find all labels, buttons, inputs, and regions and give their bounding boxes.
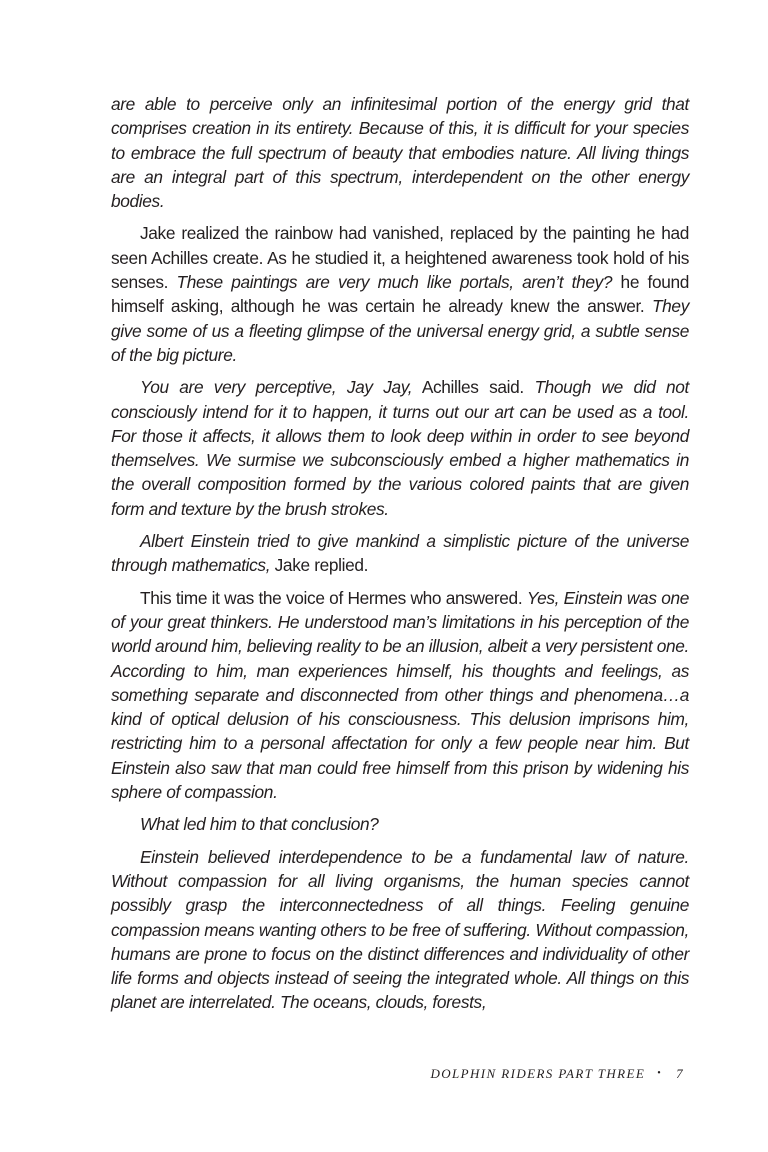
paragraph-7 bbox=[111, 845, 689, 1015]
paragraph-text: Jake replied. bbox=[270, 555, 369, 576]
paragraph-text-italic: These paintings are very much like portals, aren’t they? bbox=[176, 272, 613, 293]
paragraph-3 bbox=[111, 375, 689, 521]
paragraph-6 bbox=[111, 812, 689, 836]
page-number: 7 bbox=[676, 1066, 684, 1081]
paragraph-text: This time it was the voice of Hermes who answered. bbox=[140, 587, 527, 608]
paragraph-text-italic: Though we did not consciously intend for it to happen, it turns out our art can be used as a tool. For those it affects, it allows them to look deep within in order to see beyond themselves. We surmise we subconsciously embed a higher mathematics in the overall composition formed by the various colored paints that are given form and texture by the brush strokes. bbox=[111, 377, 690, 519]
paragraph-text-italic: What led him to that conclusion? bbox=[140, 814, 379, 835]
paragraph-text: are able to perceive only an infinitesimal portion of the energy grid that comprises creation in its entirety. Because of this, it is difficult for your species to embrace the full spectrum of beauty that embodies nature. All living things are an integral part of this spectrum, interdependent on the other energy bodies. bbox=[111, 94, 689, 212]
bullet-separator-icon: • bbox=[657, 1068, 663, 1079]
paragraph-text-italic: Einstein believed interdependence to be a fundamental law of nature. Without compassion for all living organisms, the human species cannot possibly grasp the interconnectedness of all things. Feeling genuine compassion means wanting others to be free of suffering. Without compassion, humans are prone to focus on the distinct differences and individuality of other life forms and objects instead of seeing the integrated whole. All things on this planet are interrelated. The oceans, clouds, forests, bbox=[111, 846, 689, 1013]
paragraph-text-italic: Yes, Einstein was one of your great thinkers. He understood man’s limitations in his perception of the world around him, believing reality to be an illusion, albeit a very persistent one. According to him, man experiences himself, his thoughts and feelings, as something separate and disconnected from other things and phenomena…a kind of optical delusion of his consciousness. This delusion imprisons him, restricting him to a personal affectation for only a few people near him. But Einstein also saw that man could free himself from this prison by widening his sphere of compassion. bbox=[111, 587, 689, 803]
paragraph-5 bbox=[111, 586, 689, 805]
paragraph-4 bbox=[111, 529, 689, 578]
paragraph-1 bbox=[111, 92, 689, 213]
paragraph-text-italic: Albert Einstein tried to give mankind a simplistic picture of the universe through mathematics, bbox=[111, 531, 689, 576]
paragraph-text: Achilles said. bbox=[412, 377, 535, 398]
paragraph-text: Jake realized the rainbow had vanished, replaced by the painting he had seen Achilles create. As he studied it, a heightened awareness took hold of his senses. bbox=[111, 223, 689, 293]
paragraph-2 bbox=[111, 221, 689, 367]
running-title: DOLPHIN RIDERS PART THREE bbox=[430, 1066, 646, 1081]
page-body bbox=[111, 92, 689, 1023]
paragraph-text-italic: You are very perceptive, Jay Jay, bbox=[140, 377, 413, 398]
paragraph-text: he found himself asking, although he was certain he already knew the answer. bbox=[111, 272, 689, 317]
paragraph-text-italic: They give some of us a fleeting glimpse of the universal energy grid, a subtle sense of the big picture. bbox=[111, 296, 689, 365]
page-footer bbox=[430, 1066, 684, 1082]
